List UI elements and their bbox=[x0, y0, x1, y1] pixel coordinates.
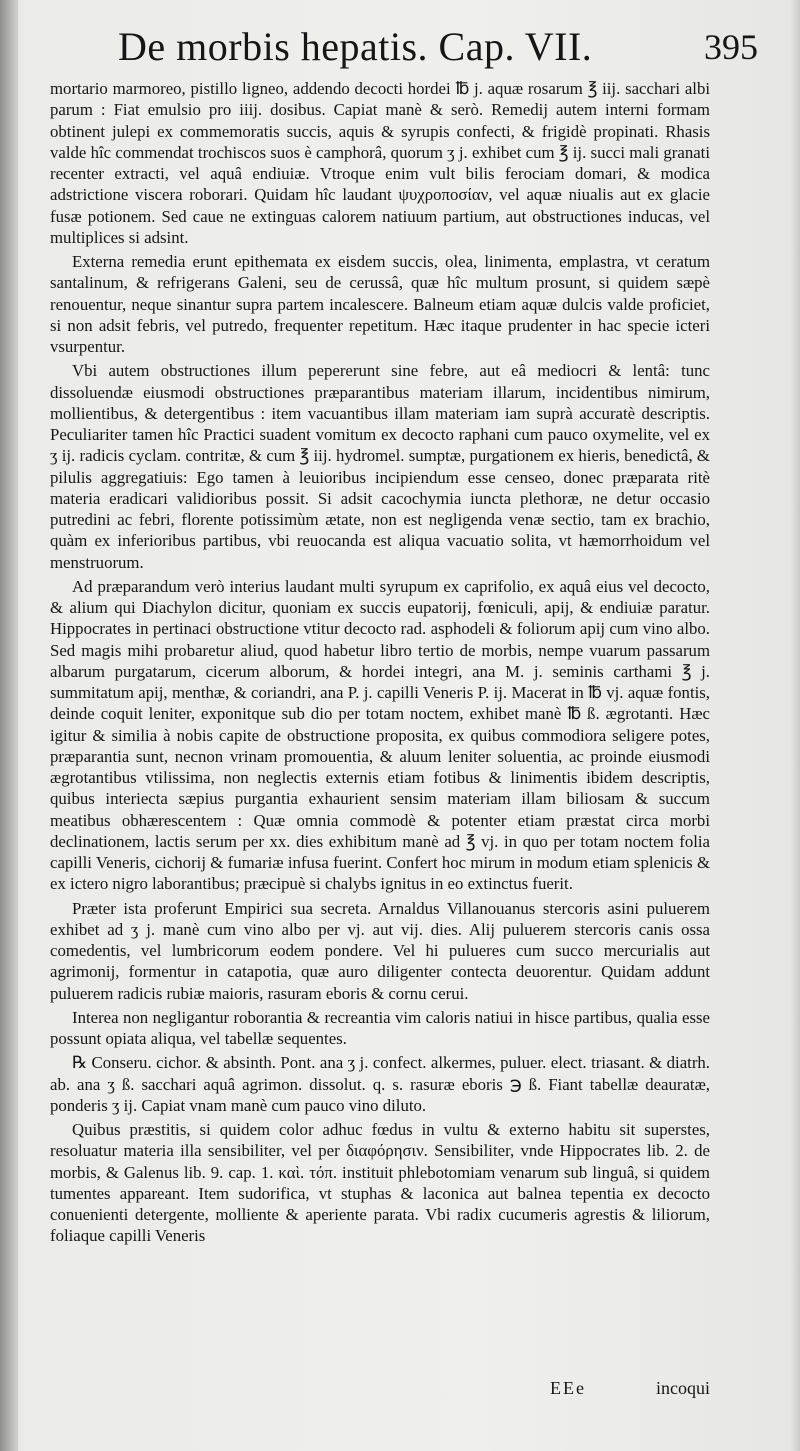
paragraph: Quibus præstitis, si quidem color adhuc fœdus in vultu & externo habitu sit superstes, resoluatur materia illa sensibiliter, vel per διαφόρησιν. Sensibiliter, vnde Hippocrates lib. 2. de morbis, & Galenus lib. 9. cap. 1. καὶ. τόπ. instituit phlebotomiam venarum sub linguâ, si quidem tumentes appareant. Item sudorifica, vt stuphas & laconica aut balnea tepentia ex decocto conuenienti detergente, molliente & aperiente parata. Vbi radix cucumeris agrestis & liliorum, foliaque capilli Veneris bbox=[50, 1120, 710, 1246]
running-title: De morbis hepatis. Cap. VII. bbox=[118, 24, 593, 69]
page-number: 395 bbox=[704, 27, 758, 67]
main-text bbox=[50, 78, 710, 1250]
binding-gutter bbox=[0, 0, 18, 1451]
catchword: incoqui bbox=[656, 1378, 710, 1398]
page-header bbox=[118, 18, 778, 76]
paragraph: Externa remedia erunt epithemata ex eisdem succis, olea, linimenta, emplastra, vt ceratum santalinum, & refrigerans Galeni, seu de cerussâ, quæ hîc multum prosunt, si quidem sæpè renouentur, neque sinantur supra partem incalescere. Balneum etiam aquæ dulcis valde proficiet, si non adsit febris, vel putredo, frequenter repetitum. Hæc itaque prudenter in hac specie icteri vsurpentur. bbox=[50, 252, 710, 356]
paragraph: Præter ista proferunt Empirici sua secreta. Arnaldus Villanouanus stercoris asini puluerem exhibet ad ʒ j. manè cum vino albo per vj. aut vij. dies. Alij puluerem stercoris canis ossa comedentis, vel lumbricorum eodem pondere. Vel hi pulueres cum succo mercurialis aut agrimonij, formentur in catapotia, quæ auro diligenter contecta deuorentur. Quidam addunt puluerem radicis rubiæ maioris, rasuram eboris & cornu cerui. bbox=[50, 898, 710, 1003]
paragraph: Vbi autem obstructiones illum pepererunt sine febre, aut eâ mediocri & lentâ: tunc dissoluendæ eiusmodi obstructiones præparantibus materiam illarum, incidentibus nimirum, mollientibus, & detergentibus : item vacuantibus illam materiam iam suprà accuratè descriptis. Peculiariter tamen hîc Practici suadent vomitum ex decocto raphani cum pauco oxymelite, vel ex ʒ ij. radicis cyclam. contritæ, & cum ℥ iij. hydromel. sumptæ, purgationem ex hieris, benedictâ, & pilulis aggregatiuis: Ego tamen à leuioribus incipiendum esse censeo, donec præparata ritè materia eradicari validioribus possit. Si adsit cacochymia iuncta plethoræ, ne detur occasio putredini ac febri, florente potissimùm ætate, non est negligenda venæ sectio, tam ex brachio, quàm ex inferioribus partibus, vbi reuocanda est aliqua vacuatio solita, vt hæmorrhoidum vel menstruorum. bbox=[50, 361, 710, 572]
recipe-paragraph: ℞ Conseru. cichor. & absinth. Pont. ana ʒ j. confect. alkermes, puluer. elect. triasant. & diatrh. ab. ana ʒ ß. sacchari aquâ agrimon. dissolut. q. s. rasuræ eboris ℈ ß. Fiant tabellæ deauratæ, ponderis ʒ ij. Capiat vnam manè cum pauco vino diluto. bbox=[50, 1053, 710, 1115]
page-edge bbox=[790, 0, 800, 1451]
signature-mark: EEe bbox=[550, 1378, 586, 1398]
paragraph: Ad præparandum verò interius laudant multi syrupum ex caprifolio, ex aquâ eius vel decocto, & alium qui Diachylon dicitur, quoniam ex succis eupatorij, fœniculi, apij, & endiuiæ paratur. Hippocrates in pertinaci obstructione vtitur decocto rad. asphodeli & foliorum apij cum vino albo. Sed magis mihi probaretur aliud, quod habetur libro tertio de morbis, nempe vuarum passarum albarum purgatarum, cicerum alborum, & hordei integri, ana M. j. seminis carthami ℥ j. summitatum apij, menthæ, & coriandri, ana P. j. capilli Veneris P. ij. Macerat in ℔ vj. aquæ fontis, deinde coquit leniter, exponitque sub dio per totam noctem, exhibet manè ℔ ß. ægrotanti. Hæc igitur & similia à nobis capite de obstructione proposita, ex quibus commodiora seligere potes, præparantia sunt, necnon vrinam promouentia, & aluum leniter soluentia, ac proinde eiusmodi ægrotantibus vtilissima, non neglectis externis etiam fotibus & linimentis ibidem descriptis, quibus interiecta sæpius purgantia exhaurient sensim materiam illam biliosam & succum meatibus obhærescentem : Quæ omnia commodè & potenter etiam præstat circa morbi declinationem, lactis serum per xx. dies exhibitum manè ad ℥ vj. in quo per totam noctem folia capilli Veneris, cichorij & fumariæ infusa fuerint. Confert hoc mirum in modum etiam splenicis & ex ictero nigro laborantibus; præcipuè si chalybs ignitus in eo extinctus fuerit. bbox=[50, 576, 710, 894]
page-footer bbox=[50, 1378, 710, 1402]
paragraph: Interea non negligantur roborantia & recreantia vim caloris natiui in hisce partibus, qualia esse possunt opiata aliqua, vel tabellæ sequentes. bbox=[50, 1007, 710, 1048]
paragraph: mortario marmoreo, pistillo ligneo, addendo decocti hordei ℔ j. aquæ rosarum ℥ iij. sacchari albi parum : Fiat emulsio pro iiij. dosibus. Capiat manè & serò. Remedij autem interni formam obtinent julepi ex commemoratis succis, aquis & syrupis confecti, & frigidè propinati. Rhasis valde hîc commendat trochiscos suos è camphorâ, quorum ʒ j. exhibet cum ℥ ij. succi mali granati recenter extracti, vel aquâ endiuiæ. Vtroque enim vult bilis ferociam domari, & modica adstrictione viscera roborari. Quidam hîc laudant ψυχροποσίαν, vel aquæ niualis aut ex glacie fusæ potionem. Sed caue ne extinguas calorem natiuum partium, aut obstructiones inducas, vel multiplices si adsint. bbox=[50, 79, 710, 247]
